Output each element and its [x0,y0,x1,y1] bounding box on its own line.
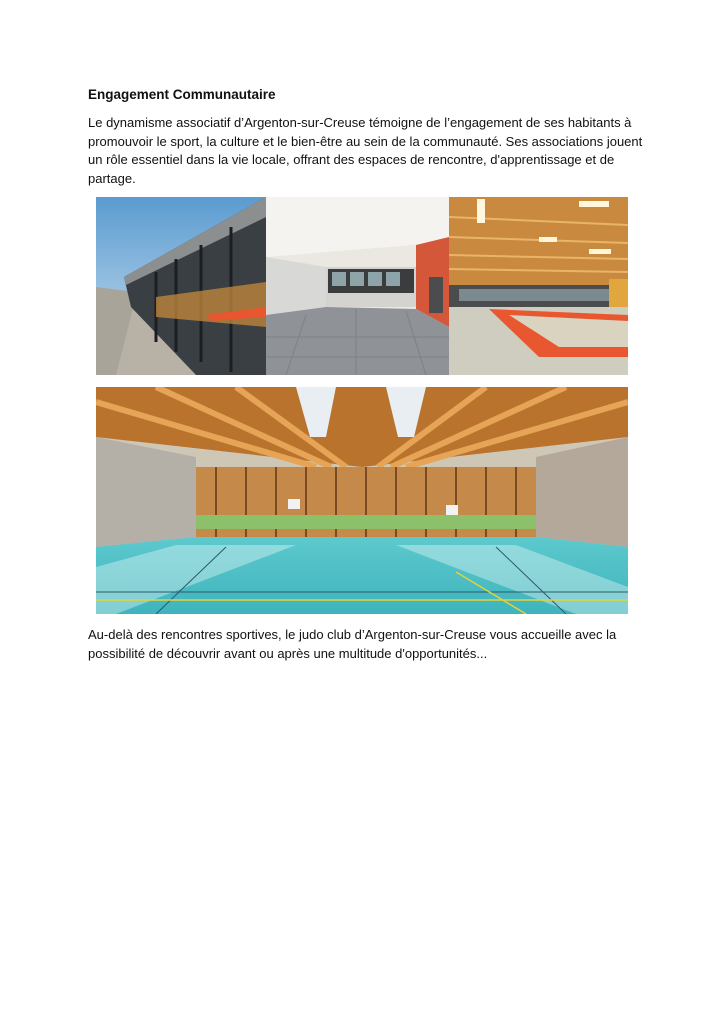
glass-facade-building-photo [96,197,266,375]
intro-paragraph: Le dynamisme associatif d’Argenton-sur-Creuse témoigne de l’engagement de ses habitants à promouvoir le sport, la culture et le bien-être au sein de la communauté. Ses associations jouent un rôle essentiel dans la vie locale, offrant des espaces de rencontre, d'apprentissage et de partage. [88,115,643,186]
judo-dojo-photo [449,197,628,375]
closing-paragraph: Au-delà des rencontres sportives, le judo club d’Argenton-sur-Creuse vous accueille avec la possibilité de découvrir avant ou après une multitude d'opportunités... [88,627,617,661]
page-title: Engagement Communautaire [88,87,276,102]
sports-hall-photo [96,387,628,614]
empty-gym-room-photo [266,197,449,375]
